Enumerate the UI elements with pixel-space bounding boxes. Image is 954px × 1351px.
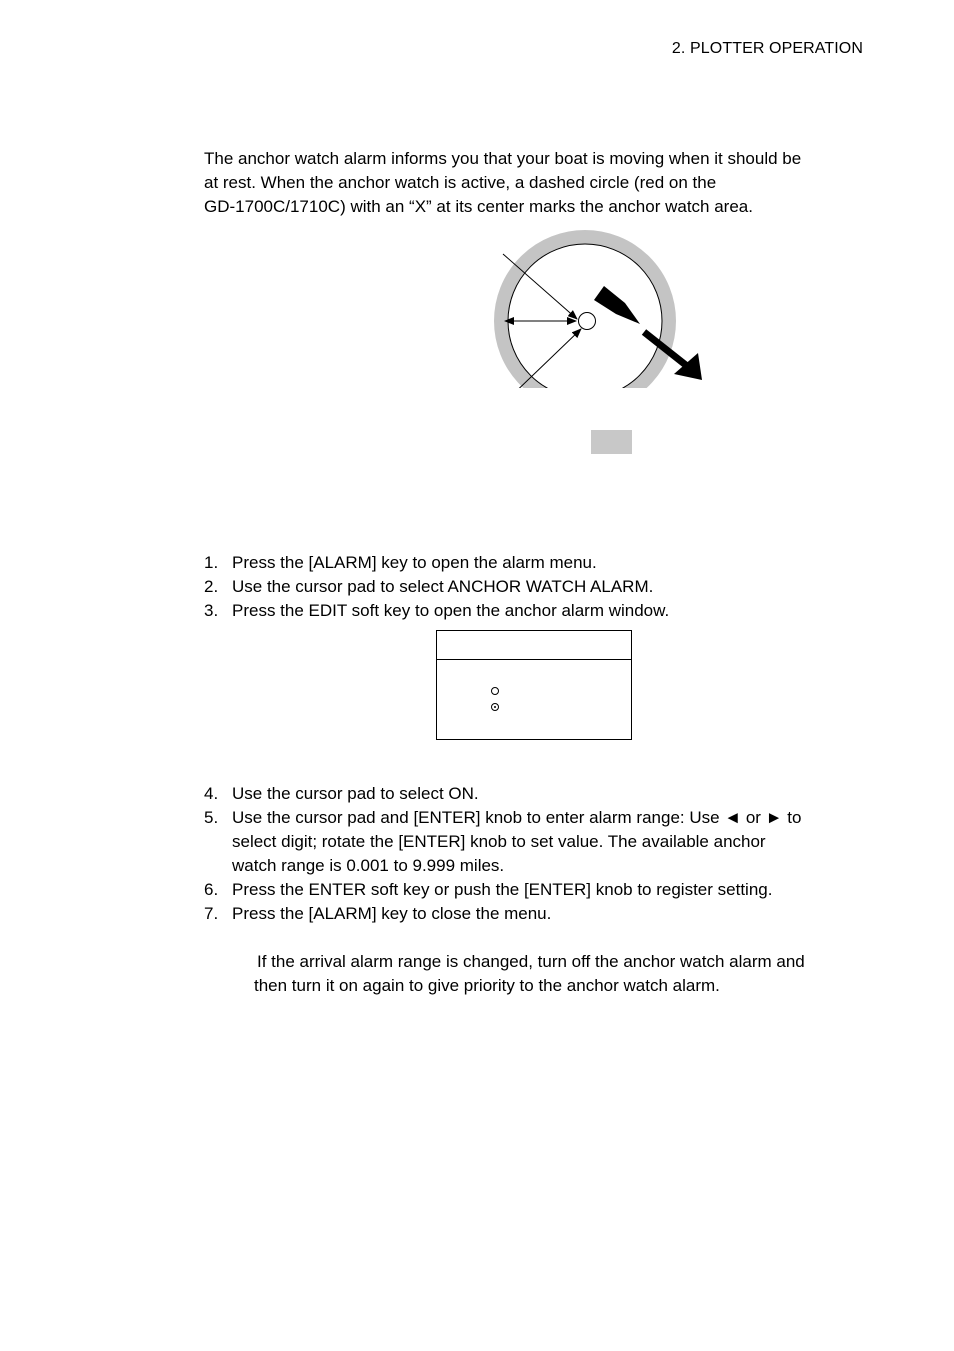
step-text: watch range is 0.001 to 9.999 miles. — [232, 856, 505, 875]
step-text: Use the cursor pad and [ENTER] knob to enter alarm range: Use ◄ or ► to — [232, 808, 802, 827]
step-number: 2. — [204, 577, 219, 596]
step-text: Press the ENTER soft key or push the [ENTER] knob to register setting. — [232, 880, 773, 899]
step-number: 5. — [204, 808, 219, 827]
note-paragraph — [254, 950, 874, 998]
step-2 — [204, 575, 669, 599]
steps-list-part2 — [204, 782, 801, 926]
page-header: 2. PLOTTER OPERATION — [671, 40, 863, 57]
intro-line-3: GD-1700C/1710C) with an “X” at its center marks the anchor watch area. — [204, 197, 753, 216]
window-title-bar — [437, 631, 631, 660]
step-text: Press the [ALARM] key to close the menu. — [232, 904, 552, 923]
intro-line-1: The anchor watch alarm informs you that your boat is moving when it should be — [204, 149, 802, 168]
steps-list-part1 — [204, 551, 669, 623]
label-placeholder-box — [591, 430, 632, 454]
anchor-watch-diagram — [488, 228, 718, 388]
step-number: 7. — [204, 904, 219, 923]
step-text: Use the cursor pad to select ANCHOR WATCH ALARM. — [232, 577, 654, 596]
step-number: 4. — [204, 784, 219, 803]
step-3 — [204, 599, 669, 623]
step-number: 3. — [204, 601, 219, 620]
step-7 — [204, 902, 801, 926]
step-5 — [204, 806, 801, 878]
radio-off-option[interactable] — [491, 687, 499, 695]
step-1 — [204, 551, 669, 575]
step-6 — [204, 878, 801, 902]
anchor-alarm-window — [436, 630, 632, 740]
step-number: 1. — [204, 553, 219, 572]
intro-line-2: at rest. When the anchor watch is active, a dashed circle (red on the — [204, 173, 717, 192]
step-text: select digit; rotate the [ENTER] knob to set value. The available anchor — [232, 832, 766, 851]
step-text: Press the [ALARM] key to open the alarm menu. — [232, 553, 597, 572]
note-line-1: If the arrival alarm range is changed, turn off the anchor watch alarm and — [257, 952, 805, 971]
note-line-2: then turn it on again to give priority to the anchor watch alarm. — [254, 976, 720, 995]
anchor-position-marker — [579, 313, 596, 330]
step-number: 6. — [204, 880, 219, 899]
intro-paragraph — [204, 147, 864, 219]
step-text: Press the EDIT soft key to open the anchor alarm window. — [232, 601, 670, 620]
step-4 — [204, 782, 801, 806]
radio-on-option[interactable] — [491, 703, 499, 711]
step-text: Use the cursor pad to select ON. — [232, 784, 479, 803]
